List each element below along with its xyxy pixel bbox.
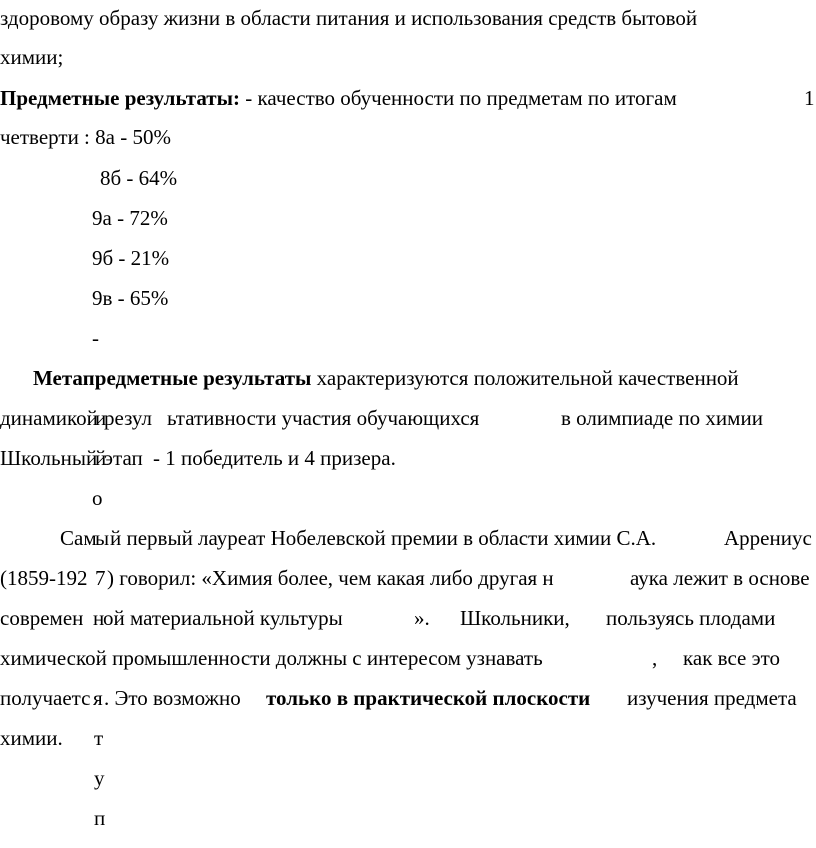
subject-results-line: [0, 88, 677, 109]
text-line: о: [92, 486, 103, 510]
text-span: современ: [0, 606, 84, 630]
text-span: и: [95, 406, 107, 430]
text-span: пользуясь плодами: [606, 606, 776, 630]
text-span: этап: [104, 446, 143, 470]
text-span: н: [93, 606, 105, 630]
text-span: 1: [804, 86, 815, 110]
text-line: п: [94, 806, 106, 830]
text-span: - качество обученности по предметам по итогам: [239, 86, 677, 110]
text-span: (1859-192: [0, 566, 88, 590]
text-span: резул: [104, 406, 152, 430]
text-line: 8б - 64%: [100, 166, 178, 190]
text-line: 9а - 72%: [92, 206, 168, 230]
emphasis-text: только в практической плоскости: [266, 686, 591, 710]
text-line: четверти : 8а - 50%: [0, 125, 171, 149]
text-span: й первый лауреат Нобелевской премии в области химии С.А.: [110, 526, 657, 550]
text-span: Аррениус: [724, 526, 812, 550]
text-line: здоровому образу жизни в области питания и использования средств бытовой: [0, 6, 698, 30]
text-span: Сам: [60, 526, 97, 550]
text-span: характеризуются положительной качественной: [311, 366, 739, 390]
text-line: химии;: [0, 45, 64, 69]
text-span: аука лежит в основе: [630, 566, 810, 590]
text-span: ,: [652, 646, 658, 670]
text-span: химии.: [0, 726, 63, 750]
text-span: ы: [95, 526, 110, 550]
text-span: ьтативности участия обучающихся: [167, 406, 480, 430]
meta-results-line: [33, 368, 739, 389]
text-span: я: [93, 686, 103, 710]
text-span: - 1 победитель и 4 призера.: [153, 446, 396, 470]
text-span: й: [95, 446, 107, 470]
text-line: -: [92, 326, 99, 350]
text-span: [266, 688, 590, 709]
text-span: 7: [95, 566, 106, 590]
text-span: изучения предмета: [627, 686, 797, 710]
text-span: ) говорил: «Химия более, чем какая либо другая н: [107, 566, 554, 590]
text-span: Школьный: [0, 446, 98, 470]
text-span: динамикой: [0, 406, 98, 430]
text-line: у: [94, 766, 105, 790]
text-span: как все это: [683, 646, 781, 670]
text-span: Школьники,: [460, 606, 570, 630]
text-span: химической промышленности должны с интересом узнавать: [0, 646, 543, 670]
subject-results-heading: Предметные результаты:: [0, 86, 240, 110]
text-line: 9б - 21%: [92, 246, 170, 270]
text-span: получаетс: [0, 686, 91, 710]
text-span: ».: [414, 606, 430, 630]
text-span: в олимпиаде по химии: [561, 406, 763, 430]
text-span: т: [94, 726, 104, 750]
meta-results-heading: Метапредметные результаты: [33, 366, 312, 390]
text-span: . Это возможно: [104, 686, 241, 710]
text-line: 9в - 65%: [92, 286, 169, 310]
text-span: ой материальной культуры: [103, 606, 343, 630]
